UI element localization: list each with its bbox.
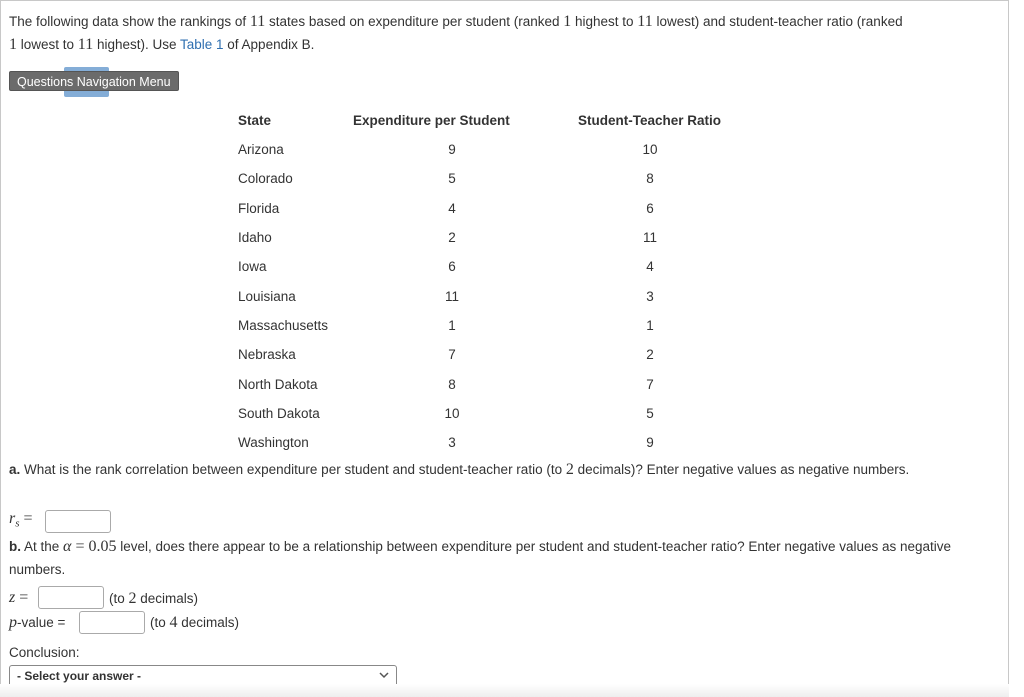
state-cell: Florida [238,201,280,216]
table-row [238,230,778,250]
ratio-cell: 1 [646,318,654,333]
ratio-cell: 4 [646,259,654,274]
rs-input[interactable] [45,510,111,533]
state-cell: Massachusetts [238,318,329,333]
ratio-cell: 3 [646,289,654,304]
p-value-input[interactable] [79,611,145,634]
bottom-fade [0,684,1009,697]
expenditure-cell: 11 [444,289,459,304]
conclusion-label: Conclusion: [9,645,80,660]
expenditure-cell: 7 [448,347,456,362]
ratio-cell: 9 [646,435,654,450]
p-precision-hint: (to 4 decimals) [150,614,240,631]
chevron-down-icon [378,669,390,681]
state-cell: Washington [238,435,309,450]
table-row [238,406,778,426]
conclusion-select-value: - Select your answer - [17,669,142,683]
table-row [238,171,778,191]
ratio-cell: 11 [642,230,657,245]
state-cell: Nebraska [238,347,296,362]
expenditure-cell: 9 [448,142,456,157]
state-cell: North Dakota [238,377,318,392]
expenditure-cell: 8 [448,377,456,392]
ratio-cell: 10 [642,142,658,157]
expenditure-cell: 3 [448,435,456,450]
table-row [238,289,778,309]
state-cell: Idaho [238,230,272,245]
table-row [238,201,778,221]
state-cell: Louisiana [238,289,296,304]
state-cell: Arizona [238,142,284,157]
state-cell: Colorado [238,171,293,186]
expenditure-cell: 4 [448,201,456,216]
intro-text: The following data show the rankings of 11 states based on expenditure per student (ranked 1 highest to 11 lowest) and student-teacher ratio (ranked 1 lowest to 11 highest). Use Table 1 of Appendix B. [9,13,903,53]
ratio-cell: 7 [646,377,654,392]
question-a-text: a. What is the rank correlation between expenditure per student and student-teacher ratio (to 2 decimals)? Enter negative values as negative numbers. [9,461,910,478]
table-row [238,318,778,338]
expenditure-cell: 10 [444,406,460,421]
state-cell: Iowa [238,259,267,274]
table-row [238,377,778,397]
question-b-text: b. At the α = 0.05 level, does there appear to be a relationship between expenditure per student and student-teacher ratio? Enter negative values as negative numbers. [9,538,952,577]
z-precision-hint: (to 2 decimals) [109,590,199,607]
expenditure-cell: 2 [448,230,456,245]
z-input[interactable] [38,586,104,609]
questions-navigation-menu-button[interactable]: Questions Navigation Menu [9,71,179,91]
expenditure-cell: 1 [448,318,456,333]
ratio-cell: 8 [646,171,654,186]
p-value-label: p-value = [9,614,66,631]
ratio-cell: 2 [646,347,654,362]
header-state: State [238,113,272,128]
ratio-cell: 6 [646,201,654,216]
table-row [238,435,778,455]
header-student-teacher-ratio: Student-Teacher Ratio [578,113,722,128]
ratio-cell: 5 [646,406,654,421]
header-expenditure: Expenditure per Student [353,113,510,128]
expenditure-cell: 6 [448,259,456,274]
table-1-link[interactable]: Table 1 [179,37,224,52]
state-cell: South Dakota [238,406,320,421]
table-row [238,259,778,279]
z-label: z = [9,589,29,606]
rs-label: $r_s$ = [9,510,33,530]
table-row [238,142,778,162]
table-row [238,347,778,367]
expenditure-cell: 5 [448,171,456,186]
